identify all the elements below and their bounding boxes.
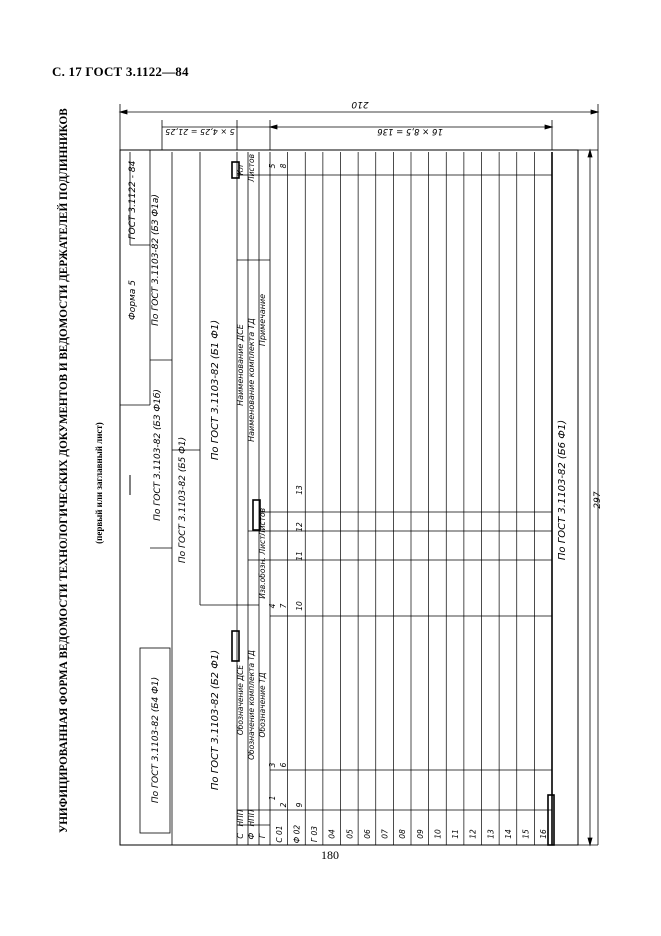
table-row-label: 06	[362, 829, 372, 839]
table-row-label: 05	[345, 829, 355, 839]
table-row-label: 16	[539, 829, 549, 839]
head-izv: Изв.обозн.	[258, 557, 267, 599]
dimension-width	[120, 104, 598, 845]
field-number-7: 7	[279, 603, 288, 609]
table-row-label: 09	[415, 829, 425, 839]
stamp-form: Форма 5	[128, 280, 138, 320]
page-header: С. 17 ГОСТ 3.1122—84	[52, 64, 189, 79]
dimension-height	[120, 150, 598, 845]
stamp-ref-b3f1b: По ГОСТ 3.1103-82 (БЗ Ф1б)	[153, 389, 163, 521]
field-number-11: 11	[295, 551, 304, 561]
field-number-13: 13	[295, 485, 304, 495]
stamp-ref-b1f1: По ГОСТ 3.1103-82 (Б1 Ф1)	[210, 319, 221, 461]
table-row-label: 13	[486, 829, 496, 839]
table-row-label: 15	[521, 829, 531, 839]
table-row-label: 11	[451, 829, 461, 839]
field-number-6: 6	[279, 762, 288, 768]
field-number-5: 5	[268, 163, 277, 169]
table-row-label: 12	[468, 829, 478, 839]
field-number-9: 9	[295, 802, 304, 808]
table-row-label: 07	[380, 829, 390, 839]
stamp-ref-b4f1: По ГОСТ 3.1103-82 (Б4 Ф1)	[151, 676, 161, 804]
dimension-width-label: 210	[351, 99, 369, 109]
head-kit-name: Наименование комплекта ТД	[247, 318, 256, 442]
document-subtitle: (первый или заглавный лист)	[94, 422, 104, 544]
page-number: 180	[321, 848, 339, 862]
head-td-designation: Обозначение ТД	[258, 672, 267, 738]
head-list: Лист	[258, 535, 267, 555]
stamp-ref-b3f1a: По ГОСТ 3.1103-82 (БЗ Ф1а)	[151, 194, 161, 326]
row-code-g: Г	[258, 833, 267, 839]
field-number-10: 10	[295, 601, 304, 611]
table-row-label: 04	[327, 829, 337, 839]
dimension-head-label: 5 × 4,25 = 21,25	[165, 127, 235, 136]
head-dse-name: Наименование ДСЕ	[236, 324, 245, 406]
field-number-12: 12	[295, 522, 304, 532]
head-note: Примечание	[258, 293, 267, 347]
row-code-c: С	[236, 833, 245, 839]
field-number-1: 1	[268, 795, 277, 801]
head-kl: Кл	[236, 164, 245, 176]
table-row-labels	[275, 825, 548, 844]
field-number-4: 4	[268, 603, 277, 609]
field-number-3: 3	[268, 762, 277, 768]
table-row-lines	[288, 152, 552, 845]
head-dse-designation: Обозначение ДСЕ	[236, 664, 245, 736]
stamp-ref-b5f1: По ГОСТ 3.1103-82 (Б5 Ф1)	[178, 436, 188, 564]
table-row-label: 08	[398, 829, 408, 839]
table-row-label: 10	[433, 829, 443, 839]
stamp-ref-b2f1: По ГОСТ 3.1103-82 (Б2 Ф1)	[210, 649, 221, 791]
head-listov-1: Листов	[258, 507, 267, 537]
head-npp-1: НПП	[236, 809, 245, 827]
row-code-f: Ф	[247, 832, 256, 840]
field-number-2: 2	[279, 802, 288, 808]
table-row-label: Ф 02	[292, 824, 302, 844]
dimension-height-label: 297	[593, 491, 603, 509]
document-title: УНИФИЦИРОВАННАЯ ФОРМА ВЕДОМОСТИ ТЕХНОЛОГИЧЕСКИХ ДОКУМЕНТОВ И ВЕДОМОСТИ ДЕРЖАТЕЛЕЙ ПОДЛИННИКОВ	[58, 108, 70, 833]
head-listov-2: Листов	[247, 153, 256, 183]
head-npp-2: НПП	[247, 809, 256, 827]
stamp-standard: ГОСТ 3.1122 - 84	[128, 160, 138, 240]
head-kit-designation: Обозначение комплекта ТД	[247, 650, 256, 760]
table-row-label: Г 03	[310, 825, 320, 843]
field-number-8: 8	[279, 163, 288, 169]
table-row-label: С 01	[274, 825, 284, 843]
dimension-rows-label: 16 × 8,5 = 136	[377, 126, 443, 136]
table-row-label: 14	[503, 829, 513, 839]
stamp-ref-b6f1: По ГОСТ 3.1103-82 (Б6 Ф1)	[557, 419, 568, 561]
